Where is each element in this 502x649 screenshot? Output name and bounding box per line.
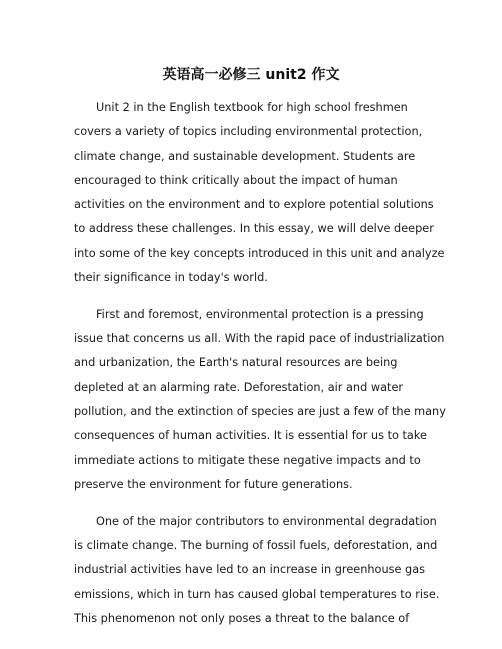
paragraph-3: One of the major contributors to environmental degradation is climate change. The burning of fossil fuels, deforestation, and industrial activities have led to an increase in greenhouse gas emissions, which in turn has caused global temperatures to rise. This phenomenon not only poses a threat to the balance of: [74, 514, 440, 625]
document-title: 英语高一必修三 unit2 作文: [162, 67, 340, 83]
document-body: [74, 96, 446, 644]
paragraph-2: First and foremost, environmental protection is a pressing issue that concerns us all. With the rapid pace of industrialization and urbanization, the Earth's natural resources are being depleted at an alarming rate. Deforestation, air and water pollution, and the extinction of species are just a few of the many consequences of human activities. It is essential for us to take immediate actions to mitigate these negative impacts and to preserve the environment for future generations.: [74, 307, 446, 491]
paragraph-1: Unit 2 in the English textbook for high school freshmen covers a variety of topics including environmental protection, climate change, and sustainable development. Students are encouraged to think critically about the impact of human activities on the environment and to explore potential solutions to address these challenges. In this essay, we will delve deeper into some of the key concepts introduced in this unit and analyze their significance in today's world.: [74, 101, 445, 285]
